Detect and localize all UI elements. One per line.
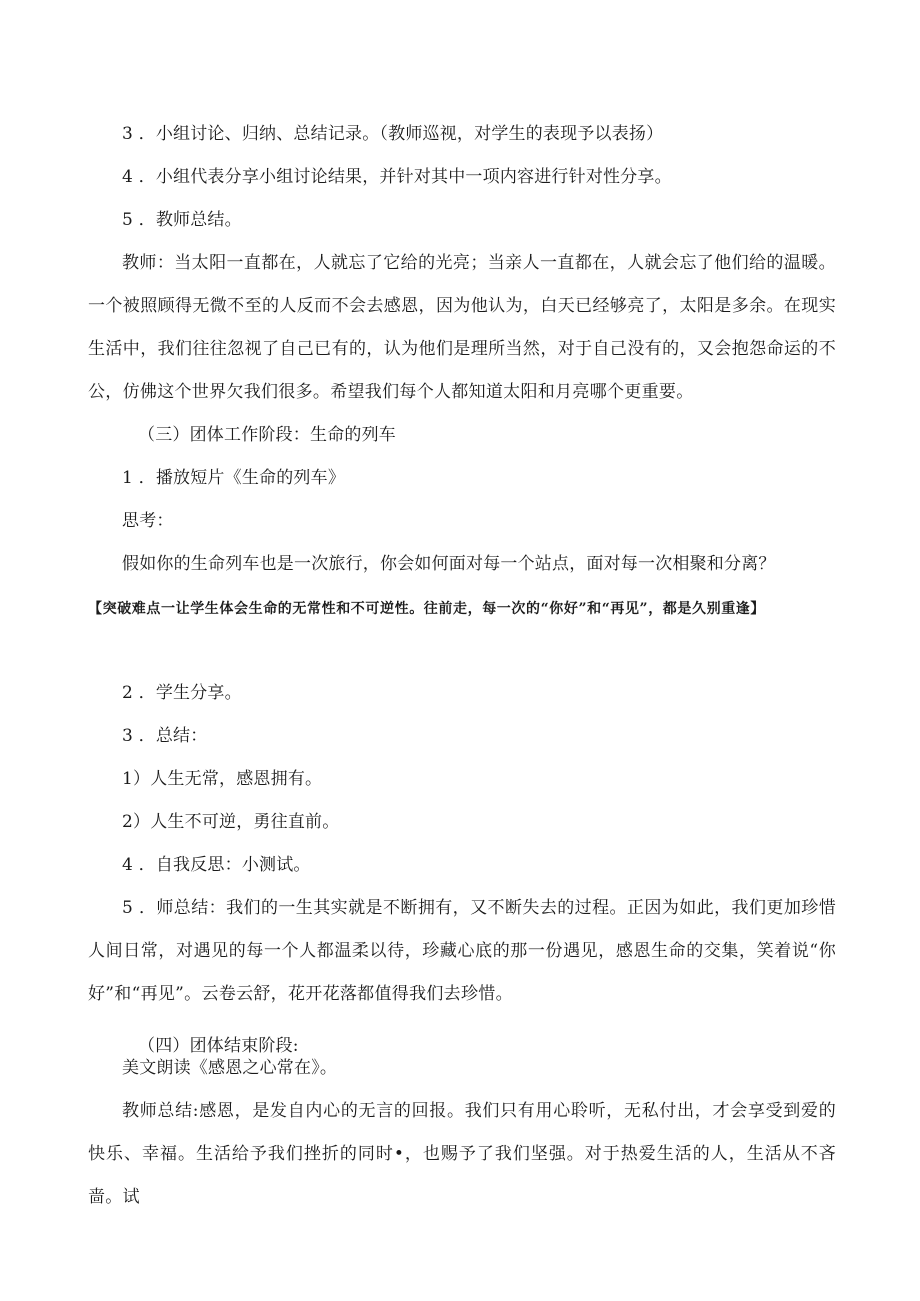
difficulty-note: 【突破难点一让学生体会生命的无常性和不可逆性。往前走，每一次的“你好”和“再见”，都是久别重逢】 (88, 601, 766, 617)
summary-label: 3 ．总结： (122, 726, 208, 746)
think-label: 思考： (122, 511, 174, 531)
question-line: 假如你的生命列车也是一次旅行，你会如何面对每一个站点，面对每一次相聚和分离？ (122, 554, 776, 574)
train-video-line: 1 ．播放短片《生命的列车》 (122, 468, 346, 488)
summary-point-1: 1）人生无常，感恩拥有。 (122, 769, 323, 789)
self-reflection-line: 4 ．自我反思：小测试。 (122, 855, 311, 875)
step-5-line: 5 ．教师总结。 (122, 210, 242, 230)
step-4-line: 4 ．小组代表分享小组讨论结果，并针对其中一项内容进行针对性分享。 (122, 167, 672, 187)
teacher-summary-paragraph: 教师：当太阳一直都在，人就忘了它给的光亮；当亲人一直都在，人就会忘了他们给的温暖。一个被照顾得无微不至的人反而不会去感恩，因为他认为，白天已经够亮了，太阳是多余。在现实生活中，我们往往忽视了自己已有的，认为他们是理所当然，对于自己没有的，又会抱怨命运的不公，仿佛这个世界欠我们很多。希望我们每个人都知道太阳和月亮哪个更重要。 (88, 253, 836, 402)
reading-line: 美文朗读《感恩之心常在》。 (122, 1058, 338, 1078)
stage-4-heading: （四）团体结束阶段: (138, 1036, 299, 1056)
stage-3-heading: （三）团体工作阶段：生命的列车 (138, 425, 396, 445)
summary-point-2: 2）人生不可逆，勇往直前。 (122, 812, 340, 832)
closing-paragraph: 教师总结:感恩，是发自内心的无言的回报。我们只有用心聆听，无私付出，才会享受到爱的快乐、幸福。生活给予我们挫折的同时•，也赐予了我们坚强。对于热爱生活的人，生活从不吝啬。试 (88, 1101, 836, 1207)
teacher-final-summary-paragraph: 5 ．师总结：我们的一生其实就是不断拥有，又不断失去的过程。正因为如此，我们更加珍惜人间日常，对遇见的每一个人都温柔以待，珍藏心底的那一份遇见，感恩生命的交集，笑着说“你好”和“再见”。云卷云舒，花开花落都值得我们去珍惜。 (88, 898, 836, 1004)
student-share-line: 2 ．学生分享。 (122, 683, 242, 703)
step-3-line: 3 ．小组讨论、归纳、总结记录。（教师巡视，对学生的表现予以表扬） (122, 124, 664, 144)
